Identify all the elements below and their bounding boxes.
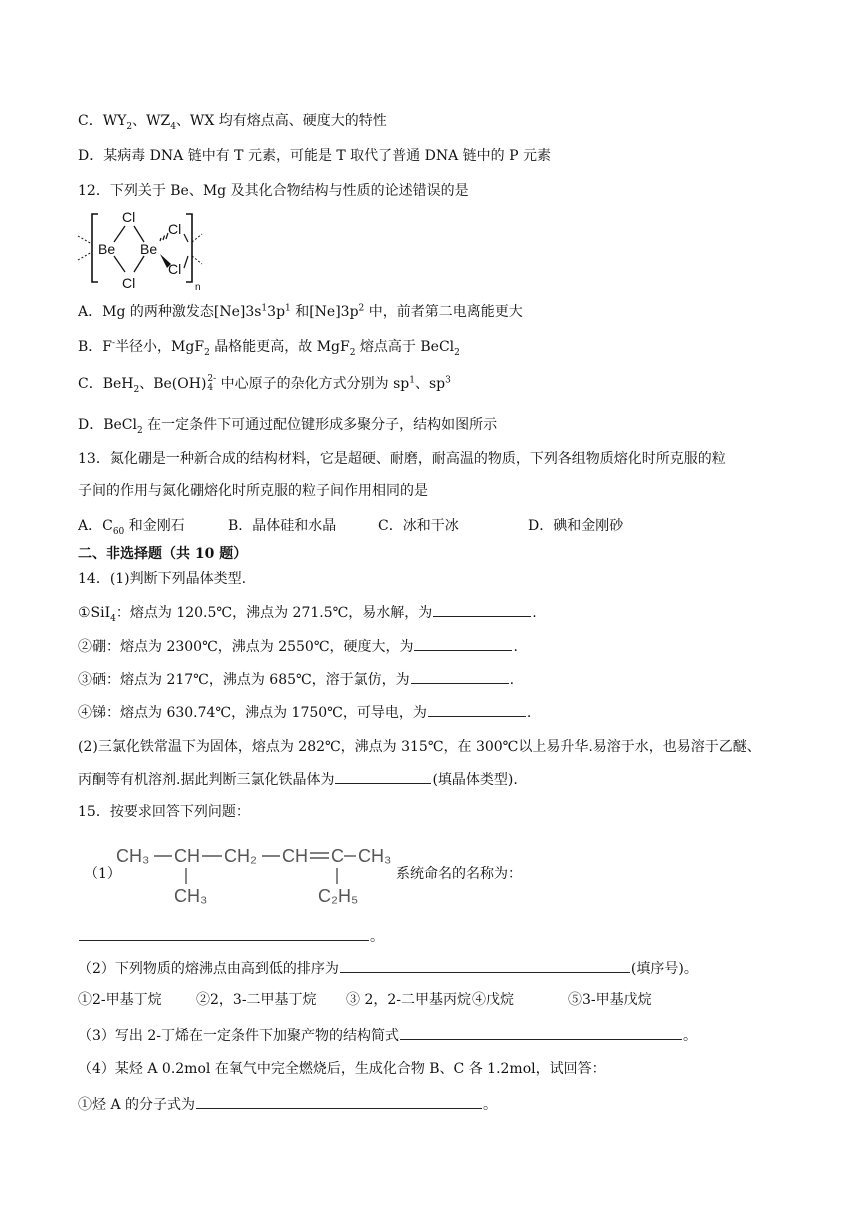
alkene-structure-formula: [116, 838, 394, 914]
atom-be-left: Be: [98, 241, 116, 257]
q14-item4: ④锑：熔点为 630.74℃，沸点为 1750℃，可导电，为 .: [78, 701, 531, 723]
answer-blank[interactable]: [196, 1093, 482, 1109]
q14-item1: ①SiI$_4$：熔点为 120.5℃，沸点为 271.5℃，易水解，为 .: [78, 601, 537, 623]
q13-option-d: D．碘和金刚砂: [528, 518, 624, 534]
answer-blank[interactable]: [340, 957, 630, 973]
answer-blank[interactable]: [433, 601, 531, 617]
q13-stem-line2: 子间的作用与氮化硼熔化时所克服的粒子间作用相同的是: [78, 483, 428, 499]
list-item: ③ 2，2-二甲基丙烷: [346, 992, 471, 1008]
q12-option-b: B．F-半径小，MgF$_2$ 晶格能更高，故 MgF$_2$ 熔点高于 BeCl$_2$: [78, 338, 460, 358]
answer-blank[interactable]: [400, 1024, 682, 1040]
q13-option-a: A．$C_{60}$ 和金刚石: [78, 518, 185, 537]
q11-option-d: D．某病毒 DNA 链中有 T 元素，可能是 T 取代了普通 DNA 链中的 P 元素: [78, 148, 551, 164]
atom-cl-bottom: Cl: [122, 275, 136, 291]
list-item: ④戊烷: [472, 992, 514, 1008]
q15-p4: （4）某烃 A 0.2mol 在氧气中完全燃烧后，生成化合物 B、C 各 1.2mol，试回答：: [78, 1061, 606, 1077]
q13-option-b: B．晶体硅和水晶: [228, 518, 337, 534]
polymer-subscript: n: [195, 282, 201, 293]
q15-stem: 15．按要求回答下列问题：: [78, 804, 250, 820]
svg-text:CH: CH: [282, 846, 308, 866]
q14-part2-line1: (2)三氯化铁常温下为固体，熔点为 282℃，沸点为 315℃，在 300℃以上易升华.易溶于水，也易溶于乙醚、: [78, 739, 761, 755]
q14-item2: ②硼：熔点为 2300℃，沸点为 2550℃，硬度大，为 .: [78, 635, 518, 657]
answer-blank[interactable]: [79, 925, 369, 941]
section-heading: 二、非选择题（共 10 题）: [78, 546, 248, 562]
q15-p4-1: ①烃 A 的分子式为 。: [78, 1093, 497, 1115]
svg-text:CH₃: CH₃: [116, 846, 150, 866]
q15-p1-suffix: 系统命名的名称为：: [396, 866, 522, 882]
answer-blank[interactable]: [414, 635, 512, 651]
q15-p3: （3）写出 2-丁烯在一定条件下加聚产物的结构简式 。: [78, 1024, 697, 1046]
answer-blank[interactable]: [411, 668, 509, 684]
svg-text:C: C: [331, 846, 344, 866]
q11-option-c: C．$WY_2$、$WZ_4$、WX 均有熔点高、硬度大的特性: [78, 113, 387, 132]
q15-p2: （2）下列物质的熔沸点由高到低的排序为 (填序号)。: [78, 957, 698, 979]
atom-cl-bottom-right: Cl: [168, 261, 182, 277]
q15-p1-label: （1）: [84, 866, 121, 882]
q13-option-c: C．冰和干冰: [378, 518, 459, 534]
q12-option-d: D．BeCl$_2$ 在一定条件下可通过配位键形成多聚分子，结构如图所示: [78, 417, 498, 436]
becl2-polymer-structure: [74, 204, 206, 294]
q13-stem-line1: 13．氮化硼是一种新合成的结构材料，它是超硬、耐磨，耐高温的物质，下列各组物质熔化时所克服的粒: [78, 451, 726, 467]
svg-text:CH₃: CH₃: [174, 886, 208, 906]
q15-p2-items: [78, 990, 652, 1010]
svg-text:CH₂: CH₂: [224, 846, 257, 866]
list-item: ②2，3-二甲基丁烷: [196, 992, 317, 1008]
answer-blank[interactable]: [428, 701, 526, 717]
list-item: ⑤3-甲基戊烷: [568, 992, 652, 1008]
list-item: ①2-甲基丁烷: [78, 992, 162, 1008]
q15-p1-answer: 。: [78, 925, 384, 947]
q12-stem: 12．下列关于 Be、Mg 及其化合物结构与性质的论述错误的是: [78, 183, 469, 199]
q14-part2-line2: 丙酮等有机溶剂.据此判断三氯化铁晶体为 (填晶体类型).: [78, 768, 518, 790]
atom-cl-top: Cl: [122, 209, 136, 225]
atom-cl-top-right: Cl: [168, 221, 182, 237]
atom-be-right: Be: [140, 241, 158, 257]
q12-option-c: C．BeH$_2$、Be(OH) 2- 4 中心原子的杂化方式分别为 $sp^1$、$sp^3$: [78, 374, 451, 395]
answer-blank[interactable]: [335, 768, 431, 784]
ion-charge-stack: 2- 4: [207, 374, 217, 393]
svg-text:CH₃: CH₃: [358, 846, 392, 866]
svg-text:C₂H₅: C₂H₅: [318, 886, 359, 906]
svg-text:CH: CH: [174, 846, 200, 866]
q12-option-a: A．Mg 的两种激发态$[Ne]3s^13p^1$ 和$[Ne]3p^2$ 中，前者第二电离能更大: [78, 303, 523, 320]
q14-part1: 14．(1)判断下列晶体类型.: [78, 571, 247, 587]
q14-item3: ③硒：熔点为 217℃，沸点为 685℃，溶于氯仿，为 .: [78, 668, 514, 690]
q13-options: [78, 516, 623, 536]
